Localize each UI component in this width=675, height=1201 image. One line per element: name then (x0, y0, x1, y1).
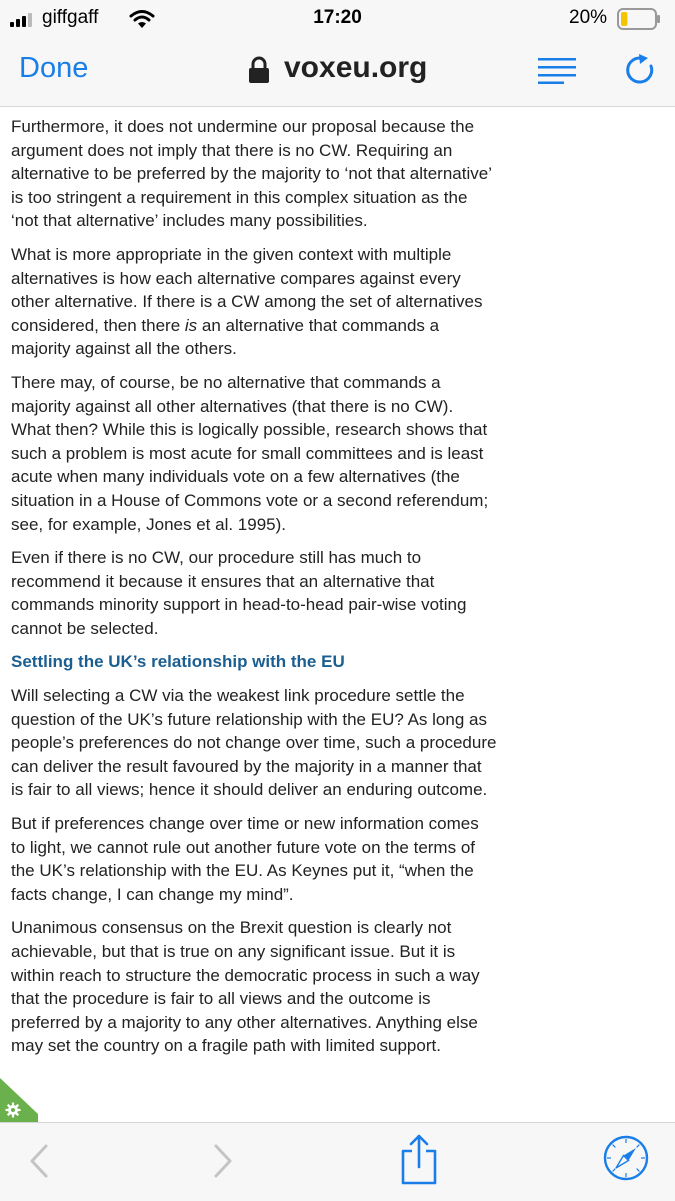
article-paragraph: Will selecting a CW via the weakest link procedure settle the question of the UK’s future relationship with the EU? As long as people’s preferences do not change over time, such a procedure can deliver the result favoured by the majority in a manner that is fair to all views; hence it should deliver an enduring outcome. (11, 686, 497, 800)
back-icon[interactable] (26, 1143, 52, 1179)
article-paragraph: Furthermore, it does not undermine our proposal because the argument does not imply that there is no CW. Requiring an alternative to be preferred by the majority to ‘not that alternative’ is too stringent a requirement in this complex situation as the ‘not that alternative’ includes many possibilities. (11, 117, 492, 231)
address-domain[interactable]: voxeu.org (284, 51, 428, 84)
status-bar (0, 0, 675, 40)
reader-view-icon[interactable] (538, 58, 576, 84)
browser-toolbar (0, 1122, 675, 1201)
share-icon[interactable] (398, 1133, 440, 1185)
section-heading: Settling the UK’s relationship with the EU (11, 652, 345, 672)
forward-icon[interactable] (210, 1143, 236, 1179)
clock: 17:20 (313, 7, 362, 28)
done-button[interactable]: Done (19, 52, 89, 84)
article-body (11, 106, 497, 1122)
article-paragraph: What is more appropriate in the given context with multiple alternatives is how each alternative compares against every other alternative. If there is a CW among the set of alternatives considered, then there is an alternative that commands a majority against all the others. (11, 244, 483, 359)
article-paragraph: Unanimous consensus on the Brexit question is clearly not achievable, but that is true on any significant issue. But it is within reach to structure the democratic process in such a way that the procedure is fair to all views and the outcome is preferred by a majority to any other alternatives. Anything else may set the country on a fragile path with limited support. (11, 918, 480, 1056)
lock-icon (248, 56, 270, 84)
battery-percent: 20% (569, 7, 608, 28)
settings-gear-badge-icon[interactable] (0, 1078, 38, 1122)
browser-nav-bar (0, 40, 675, 107)
article-paragraph: But if preferences change over time or new information comes to light, we cannot rule out another future vote on the terms of the UK’s relationship with the EU. As Keynes put it, “when the facts change, I can change my mind”. (11, 814, 479, 904)
carrier-name: giffgaff (42, 7, 99, 28)
emphasis: is (184, 315, 198, 335)
article-paragraph: Even if there is no CW, our procedure still has much to recommend it because it ensures that an alternative that commands minority support in head-to-head pair-wise voting cannot be selected. (11, 548, 467, 638)
battery-icon (617, 8, 661, 30)
article-paragraph: There may, of course, be no alternative that commands a majority against all other alternatives (that there is no CW). What then? While this is logically possible, research shows that such a problem is most acute for small committees and is least acute when many individuals vote on a few alternatives (the situation in a House of Commons vote or a second referendum; see, for example, Jones et al. 1995). (11, 372, 489, 534)
reload-icon[interactable] (624, 53, 658, 87)
compass-icon[interactable] (603, 1135, 649, 1181)
